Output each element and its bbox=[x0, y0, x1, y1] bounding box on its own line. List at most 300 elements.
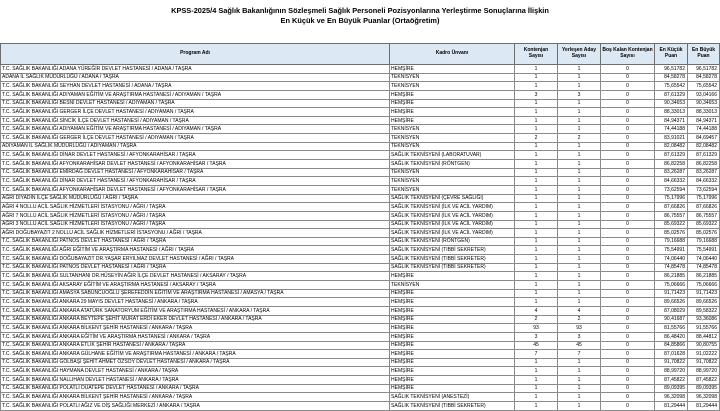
cell-en-kucuk: 90,41687 bbox=[655, 315, 688, 324]
table-row bbox=[1, 246, 720, 255]
cell-yerlesen: 1 bbox=[558, 384, 601, 393]
cell-en-buyuk: 81,29444 bbox=[688, 401, 720, 410]
table-row bbox=[1, 82, 720, 91]
cell-unvan: TEKNİSYEN bbox=[390, 134, 515, 143]
table-row bbox=[1, 332, 720, 341]
cell-yerlesen: 4 bbox=[558, 306, 601, 315]
cell-yerlesen: 3 bbox=[558, 332, 601, 341]
cell-bos: 0 bbox=[601, 401, 655, 410]
cell-program: T.C. SAĞLIK BAKANLIĞI SİNCİK İLÇE DEVLET HASTANESİ / ADIYAMAN / TAŞRA bbox=[1, 116, 390, 125]
table-row bbox=[1, 367, 720, 376]
cell-program: T.C. SAĞLIK BAKANLIĞI ANKARA EĞİTİM VE ARAŞTIRMA HASTANESİ / ANKARA / TAŞRA bbox=[1, 332, 390, 341]
cell-en-buyuk: 86,75557 bbox=[688, 211, 720, 220]
cell-yerlesen: 1 bbox=[558, 125, 601, 134]
cell-unvan: HEMŞİRE bbox=[390, 108, 515, 117]
cell-program: T.C. SAĞLIK BAKANLIĞI ADANA YÜREĞİR DEVLET HASTANESİ / ADANA / TAŞRA bbox=[1, 65, 390, 74]
cell-en-kucuk: 73,62594 bbox=[655, 185, 688, 194]
cell-en-kucuk: 75,65542 bbox=[655, 82, 688, 91]
cell-en-buyuk: 88,99720 bbox=[688, 367, 720, 376]
table-row bbox=[1, 108, 720, 117]
cell-program: T.C. SAĞLIK BAKANLIĞI POLATLI AĞIZ VE DİŞ SAĞLIĞI MERKEZİ / ANKARA / TAŞRA bbox=[1, 401, 390, 410]
cell-unvan: TEKNİSYEN bbox=[390, 125, 515, 134]
cell-unvan: HEMŞİRE bbox=[390, 324, 515, 333]
cell-program: T.C. SAĞLIK BAKANLIĞI ANKARA GÜLHANE EĞİTİM VE ARAŞTIRMA HASTANESİ / ANKARA / TAŞRA bbox=[1, 350, 390, 359]
cell-unvan: SAĞLIK TEKNİSYENİ (İLK VE ACİL YARDIM) bbox=[390, 229, 515, 238]
cell-en-buyuk: 84,94371 bbox=[688, 116, 720, 125]
cell-bos: 0 bbox=[601, 237, 655, 246]
cell-bos: 0 bbox=[601, 315, 655, 324]
cell-en-buyuk: 82,08482 bbox=[688, 142, 720, 151]
cell-en-buyuk: 88,44812 bbox=[688, 332, 720, 341]
cell-unvan: SAĞLIK TEKNİSYENİ (ÇEVRE SAĞLIĞI) bbox=[390, 194, 515, 203]
cell-kontenjan: 7 bbox=[515, 350, 558, 359]
cell-bos: 0 bbox=[601, 393, 655, 402]
cell-yerlesen: 1 bbox=[558, 203, 601, 212]
cell-unvan: HEMŞİRE bbox=[390, 272, 515, 281]
cell-en-kucuk: 81,55766 bbox=[655, 324, 688, 333]
cell-kontenjan: 93 bbox=[515, 324, 558, 333]
cell-kontenjan: 1 bbox=[515, 99, 558, 108]
cell-bos: 0 bbox=[601, 168, 655, 177]
cell-yerlesen: 1 bbox=[558, 99, 601, 108]
cell-kontenjan: 2 bbox=[515, 134, 558, 143]
cell-program: T.C. SAĞLIK BAKANLIĞI ANKARA ATATÜRK SANATORYUM EĞİTİM VE ARAŞTIRMA HASTANESİ / ANKARA / TAŞRA bbox=[1, 306, 390, 315]
cell-program: T.C. SAĞLIK BAKANLIĞI ANKARA BİLKENT ŞEHİR HASTANESİ / ANKARA / TAŞRA bbox=[1, 324, 390, 333]
cell-unvan: SAĞLIK TEKNİSYENİ (TIBBİ SEKRETER) bbox=[390, 255, 515, 264]
table-row bbox=[1, 315, 720, 324]
cell-unvan: HEMŞİRE bbox=[390, 367, 515, 376]
header-kontenjan: Kontenjan Sayısı bbox=[515, 44, 558, 65]
table-row bbox=[1, 350, 720, 359]
cell-kontenjan: 1 bbox=[515, 376, 558, 385]
cell-en-buyuk: 84,66332 bbox=[688, 177, 720, 186]
cell-en-kucuk: 84,66332 bbox=[655, 177, 688, 186]
cell-yerlesen: 1 bbox=[558, 298, 601, 307]
cell-en-kucuk: 75,54991 bbox=[655, 246, 688, 255]
cell-unvan: HEMŞİRE bbox=[390, 341, 515, 350]
table-row bbox=[1, 65, 720, 74]
cell-unvan: HEMŞİRE bbox=[390, 358, 515, 367]
table-row bbox=[1, 142, 720, 151]
cell-en-buyuk: 84,69457 bbox=[688, 134, 720, 143]
header-bos: Boş Kalan Kontenjan Sayısı bbox=[601, 44, 655, 65]
table-row bbox=[1, 341, 720, 350]
cell-bos: 0 bbox=[601, 160, 655, 169]
cell-en-kucuk: 86,82258 bbox=[655, 160, 688, 169]
header-unvan: Kadro Ünvanı bbox=[390, 44, 515, 65]
cell-bos: 0 bbox=[601, 203, 655, 212]
cell-en-kucuk: 87,61329 bbox=[655, 151, 688, 160]
table-row bbox=[1, 177, 720, 186]
cell-en-kucuk: 85,02576 bbox=[655, 229, 688, 238]
cell-bos: 0 bbox=[601, 376, 655, 385]
cell-en-kucuk: 86,75557 bbox=[655, 211, 688, 220]
cell-program: T.C. SAĞLIK BAKANLIĞI AFYONKARAHİSAR DEVLET HASTANESİ / AFYONKARAHİSAR / TAŞRA bbox=[1, 160, 390, 169]
cell-bos: 0 bbox=[601, 151, 655, 160]
cell-yerlesen: 1 bbox=[558, 108, 601, 117]
cell-program: T.C. SAĞLIK BAKANLIĞI POLATLI DUATEPE DEVLET HASTANESİ / ANKARA / TAŞRA bbox=[1, 384, 390, 393]
cell-yerlesen: 1 bbox=[558, 358, 601, 367]
cell-yerlesen: 1 bbox=[558, 65, 601, 74]
table-row bbox=[1, 90, 720, 99]
table-row bbox=[1, 73, 720, 82]
cell-yerlesen: 1 bbox=[558, 82, 601, 91]
table-row bbox=[1, 237, 720, 246]
cell-unvan: TEKNİSYEN bbox=[390, 185, 515, 194]
cell-en-kucuk: 83,26287 bbox=[655, 168, 688, 177]
cell-yerlesen: 1 bbox=[558, 272, 601, 281]
results-table bbox=[0, 43, 720, 411]
cell-unvan: HEMŞİRE bbox=[390, 384, 515, 393]
cell-bos: 0 bbox=[601, 177, 655, 186]
header-yerlesen: Yerleşen Aday Sayısı bbox=[558, 44, 601, 65]
cell-yerlesen: 1 bbox=[558, 194, 601, 203]
cell-en-buyuk: 87,66826 bbox=[688, 203, 720, 212]
cell-program: T.C. SAĞLIK BAKANLIĞI DİNAR DEVLET HASTANESİ / AFYONKARAHİSAR / TAŞRA bbox=[1, 177, 390, 186]
cell-program: T.C. SAĞLIK BAKANLIĞI ADIYAMAN EĞİTİM VE ARAŞTIRMA HASTANESİ / ADIYAMAN / TAŞRA bbox=[1, 90, 390, 99]
cell-en-buyuk: 75,17996 bbox=[688, 194, 720, 203]
cell-unvan: SAĞLIK TEKNİSYENİ (RÖNTGEN) bbox=[390, 160, 515, 169]
header-program: Program Adı bbox=[1, 44, 390, 65]
cell-en-buyuk: 93,04166 bbox=[688, 90, 720, 99]
cell-en-buyuk: 86,21885 bbox=[688, 272, 720, 281]
cell-en-buyuk: 85,02576 bbox=[688, 229, 720, 238]
cell-en-buyuk: 89,58322 bbox=[688, 306, 720, 315]
cell-unvan: HEMŞİRE bbox=[390, 65, 515, 74]
table-row bbox=[1, 151, 720, 160]
cell-kontenjan: 1 bbox=[515, 168, 558, 177]
cell-en-buyuk: 85,69322 bbox=[688, 220, 720, 229]
cell-unvan: HEMŞİRE bbox=[390, 99, 515, 108]
cell-bos: 0 bbox=[601, 246, 655, 255]
cell-unvan: SAĞLIK TEKNİSYENİ (İLK VE ACİL YARDIM) bbox=[390, 211, 515, 220]
cell-en-kucuk: 87,01628 bbox=[655, 350, 688, 359]
table-row bbox=[1, 401, 720, 410]
cell-yerlesen: 3 bbox=[558, 90, 601, 99]
cell-bos: 0 bbox=[601, 65, 655, 74]
cell-kontenjan: 2 bbox=[515, 315, 558, 324]
cell-yerlesen: 1 bbox=[558, 401, 601, 410]
cell-program: T.C. SAĞLIK BAKANLIĞI ANKARA ETLİK ŞEHİR HASTANESİ / ANKARA / TAŞRA bbox=[1, 341, 390, 350]
cell-en-kucuk: 79,16688 bbox=[655, 237, 688, 246]
title-line-1: KPSS-2025/4 Sağlık Bakanlığının Sözleşmeli Sağlık Personeli Pozisyonlarına Yerleştirme Sonuçlarına İlişkin bbox=[171, 6, 549, 15]
cell-en-kucuk: 86,21885 bbox=[655, 272, 688, 281]
cell-bos: 0 bbox=[601, 194, 655, 203]
cell-kontenjan: 1 bbox=[515, 246, 558, 255]
cell-program: T.C. SAĞLIK BAKANLIĞI AKSARAY EĞİTİM VE ARAŞTIRMA HASTANESİ / AKSARAY / TAŞRA bbox=[1, 281, 390, 290]
cell-kontenjan: 4 bbox=[515, 306, 558, 315]
cell-program: T.C. SAĞLIK BAKANLIĞI DİNAR DEVLET HASTANESİ / AFYONKARAHİSAR / TAŞRA bbox=[1, 151, 390, 160]
table-row bbox=[1, 99, 720, 108]
header-en-kucuk: En Küçük Puan bbox=[655, 44, 688, 65]
cell-program: ADIYAMAN İL SAĞLIK MÜDÜRLÜĞÜ / ADIYAMAN / TAŞRA bbox=[1, 142, 390, 151]
cell-en-kucuk: 96,32098 bbox=[655, 393, 688, 402]
cell-yerlesen: 7 bbox=[558, 350, 601, 359]
title-line-2: En Küçük ve En Büyük Puanlar (Ortaöğretim) bbox=[280, 15, 440, 25]
cell-program: T.C. SAĞLIK BAKANLIĞI DOĞUBAYAZIT DR.YAŞAR ERYILMAZ DEVLET HASTANESİ / AĞRI / TAŞRA bbox=[1, 255, 390, 264]
cell-en-kucuk: 96,51782 bbox=[655, 65, 688, 74]
cell-yerlesen: 1 bbox=[558, 393, 601, 402]
table-row bbox=[1, 211, 720, 220]
cell-en-buyuk: 91,02222 bbox=[688, 350, 720, 359]
cell-yerlesen: 1 bbox=[558, 142, 601, 151]
cell-program: T.C. SAĞLIK BAKANLIĞI NALLIHAN DEVLET HASTANESİ / ANKARA / TAŞRA bbox=[1, 376, 390, 385]
cell-program: T.C. SAĞLIK BAKANLIĞI ANKARA BEYTEPE ŞEHİT MURAT ERDİ EKER DEVLET HASTANESİ / ANKARA / TAŞRA bbox=[1, 315, 390, 324]
cell-unvan: HEMŞİRE bbox=[390, 289, 515, 298]
cell-program: T.C. SAĞLIK BAKANLIĞI ANKARA BİLKENT ŞEHİR HASTANESİ / ANKARA / TAŞRA bbox=[1, 393, 390, 402]
cell-unvan: HEMŞİRE bbox=[390, 306, 515, 315]
cell-yerlesen: 1 bbox=[558, 281, 601, 290]
cell-kontenjan: 1 bbox=[515, 116, 558, 125]
cell-program: T.C. SAĞLIK BAKANLIĞI ANKARA 29 MAYIS DEVLET HASTANESİ / ANKARA / TAŞRA bbox=[1, 298, 390, 307]
table-row bbox=[1, 185, 720, 194]
cell-yerlesen: 1 bbox=[558, 151, 601, 160]
cell-en-kucuk: 75,17996 bbox=[655, 194, 688, 203]
cell-en-kucuk: 86,48420 bbox=[655, 332, 688, 341]
table-row bbox=[1, 255, 720, 264]
cell-en-kucuk: 75,06666 bbox=[655, 281, 688, 290]
cell-en-kucuk: 89,09395 bbox=[655, 384, 688, 393]
table-body bbox=[1, 65, 720, 411]
cell-yerlesen: 1 bbox=[558, 367, 601, 376]
table-row bbox=[1, 263, 720, 272]
cell-en-kucuk: 87,45822 bbox=[655, 376, 688, 385]
cell-bos: 0 bbox=[601, 125, 655, 134]
cell-unvan: HEMŞİRE bbox=[390, 332, 515, 341]
cell-en-buyuk: 75,65542 bbox=[688, 82, 720, 91]
cell-kontenjan: 1 bbox=[515, 125, 558, 134]
cell-en-buyuk: 89,09395 bbox=[688, 384, 720, 393]
cell-yerlesen: 1 bbox=[558, 116, 601, 125]
cell-program: T.C. SAĞLIK BAKANLIĞI HAYMANA DEVLET HASTANESİ / ANKARA / TAŞRA bbox=[1, 367, 390, 376]
table-row bbox=[1, 203, 720, 212]
cell-en-buyuk: 73,62594 bbox=[688, 185, 720, 194]
table-row bbox=[1, 393, 720, 402]
table-row bbox=[1, 298, 720, 307]
cell-bos: 0 bbox=[601, 272, 655, 281]
cell-kontenjan: 1 bbox=[515, 263, 558, 272]
cell-en-buyuk: 84,58278 bbox=[688, 73, 720, 82]
cell-yerlesen: 1 bbox=[558, 220, 601, 229]
cell-unvan: SAĞLIK TEKNİSYENİ (RÖNTGEN) bbox=[390, 237, 515, 246]
cell-en-buyuk: 96,32098 bbox=[688, 393, 720, 402]
cell-bos: 0 bbox=[601, 298, 655, 307]
cell-bos: 0 bbox=[601, 185, 655, 194]
cell-en-kucuk: 84,58278 bbox=[655, 73, 688, 82]
cell-program: T.C. SAĞLIK BAKANLIĞI GERGER İLÇE DEVLET HASTANESİ / ADIYAMAN / TAŞRA bbox=[1, 108, 390, 117]
cell-yerlesen: 1 bbox=[558, 229, 601, 238]
cell-en-kucuk: 87,08029 bbox=[655, 306, 688, 315]
cell-en-buyuk: 91,55766 bbox=[688, 324, 720, 333]
cell-en-buyuk: 79,16688 bbox=[688, 237, 720, 246]
cell-en-kucuk: 74,44188 bbox=[655, 125, 688, 134]
cell-program: ADANA İL SAĞLIK MÜDÜRLÜĞÜ / ADANA / TAŞRA bbox=[1, 73, 390, 82]
cell-en-kucuk: 84,94371 bbox=[655, 116, 688, 125]
cell-en-kucuk: 91,70822 bbox=[655, 358, 688, 367]
cell-kontenjan: 1 bbox=[515, 73, 558, 82]
cell-kontenjan: 1 bbox=[515, 384, 558, 393]
table-row bbox=[1, 194, 720, 203]
cell-kontenjan: 1 bbox=[515, 108, 558, 117]
cell-en-kucuk: 88,99720 bbox=[655, 367, 688, 376]
table-row bbox=[1, 125, 720, 134]
cell-kontenjan: 3 bbox=[515, 332, 558, 341]
table-row bbox=[1, 358, 720, 367]
cell-kontenjan: 1 bbox=[515, 367, 558, 376]
cell-en-kucuk: 82,08482 bbox=[655, 142, 688, 151]
cell-en-kucuk: 74,06440 bbox=[655, 255, 688, 264]
cell-en-kucuk: 88,33013 bbox=[655, 108, 688, 117]
cell-en-kucuk: 91,71423 bbox=[655, 289, 688, 298]
cell-program: AĞRI DİYADİN İLÇE SAĞLIK MÜDÜRLÜĞÜ / AĞRI / TAŞRA bbox=[1, 194, 390, 203]
cell-yerlesen: 1 bbox=[558, 168, 601, 177]
cell-unvan: HEMŞİRE bbox=[390, 315, 515, 324]
cell-yerlesen: 1 bbox=[558, 237, 601, 246]
cell-en-kucuk: 87,61329 bbox=[655, 90, 688, 99]
cell-bos: 0 bbox=[601, 211, 655, 220]
cell-bos: 0 bbox=[601, 358, 655, 367]
cell-bos: 0 bbox=[601, 82, 655, 91]
table-row bbox=[1, 384, 720, 393]
table-row bbox=[1, 281, 720, 290]
cell-en-buyuk: 90,80755 bbox=[688, 341, 720, 350]
cell-en-buyuk: 87,61329 bbox=[688, 151, 720, 160]
cell-bos: 0 bbox=[601, 255, 655, 264]
cell-en-buyuk: 91,70822 bbox=[688, 358, 720, 367]
cell-en-buyuk: 96,51782 bbox=[688, 65, 720, 74]
cell-bos: 0 bbox=[601, 367, 655, 376]
cell-program: T.C. SAĞLIK BAKANLIĞI PATNOS DEVLET HASTANESİ / AĞRI / TAŞRA bbox=[1, 237, 390, 246]
cell-yerlesen: 1 bbox=[558, 185, 601, 194]
table-row bbox=[1, 168, 720, 177]
cell-en-buyuk: 90,34653 bbox=[688, 99, 720, 108]
cell-bos: 0 bbox=[601, 281, 655, 290]
cell-en-kucuk: 81,29444 bbox=[655, 401, 688, 410]
cell-kontenjan: 1 bbox=[515, 211, 558, 220]
cell-program: AĞRI DOĞUBAYAZIT 2 NOLLU ACİL SAĞLIK HİZMETLERİ İSTASYONU / AĞRI / TAŞRA bbox=[1, 229, 390, 238]
cell-yerlesen: 1 bbox=[558, 211, 601, 220]
cell-unvan: TEKNİSYEN bbox=[390, 142, 515, 151]
cell-en-buyuk: 83,26287 bbox=[688, 168, 720, 177]
table-header-row bbox=[1, 44, 720, 65]
cell-kontenjan: 1 bbox=[515, 142, 558, 151]
cell-unvan: TEKNİSYEN bbox=[390, 281, 515, 290]
cell-kontenjan: 1 bbox=[515, 82, 558, 91]
cell-unvan: HEMŞİRE bbox=[390, 376, 515, 385]
cell-yerlesen: 45 bbox=[558, 341, 601, 350]
cell-unvan: SAĞLIK TEKNİSYENİ (TIBBİ SEKRETER) bbox=[390, 246, 515, 255]
table-row bbox=[1, 289, 720, 298]
cell-kontenjan: 1 bbox=[515, 255, 558, 264]
cell-kontenjan: 1 bbox=[515, 358, 558, 367]
cell-unvan: HEMŞİRE bbox=[390, 90, 515, 99]
cell-unvan: HEMŞİRE bbox=[390, 298, 515, 307]
cell-kontenjan: 1 bbox=[515, 151, 558, 160]
cell-kontenjan: 1 bbox=[515, 220, 558, 229]
cell-bos: 0 bbox=[601, 229, 655, 238]
cell-en-buyuk: 89,66526 bbox=[688, 298, 720, 307]
cell-bos: 0 bbox=[601, 108, 655, 117]
cell-en-buyuk: 75,54991 bbox=[688, 246, 720, 255]
cell-bos: 0 bbox=[601, 341, 655, 350]
cell-yerlesen: 1 bbox=[558, 289, 601, 298]
cell-en-buyuk: 74,85478 bbox=[688, 263, 720, 272]
table-row bbox=[1, 160, 720, 169]
cell-yerlesen: 1 bbox=[558, 376, 601, 385]
table-row bbox=[1, 306, 720, 315]
cell-en-kucuk: 83,91021 bbox=[655, 134, 688, 143]
cell-kontenjan: 1 bbox=[515, 177, 558, 186]
cell-kontenjan: 1 bbox=[515, 203, 558, 212]
cell-bos: 0 bbox=[601, 220, 655, 229]
cell-kontenjan: 1 bbox=[515, 272, 558, 281]
cell-program: T.C. SAĞLIK BAKANLIĞI GÖLBAŞI ŞEHİT AHMET ÖZSOY DEVLET HASTANESİ / ANKARA / TAŞRA bbox=[1, 358, 390, 367]
cell-kontenjan: 1 bbox=[515, 185, 558, 194]
cell-en-kucuk: 74,85478 bbox=[655, 263, 688, 272]
cell-bos: 0 bbox=[601, 263, 655, 272]
cell-kontenjan: 1 bbox=[515, 65, 558, 74]
cell-program: T.C. SAĞLIK BAKANLIĞI PATNOS DEVLET HASTANESİ / AĞRI / TAŞRA bbox=[1, 263, 390, 272]
cell-program: T.C. SAĞLIK BAKANLIĞI EMİRDAĞ DEVLET HASTANESİ / AFYONKARAHİSAR / TAŞRA bbox=[1, 168, 390, 177]
cell-yerlesen: 1 bbox=[558, 255, 601, 264]
cell-program: AĞRI 4 NOLLU ACİL SAĞLIK HİZMETLERİ İSTASYONU / AĞRI / TAŞRA bbox=[1, 203, 390, 212]
cell-en-kucuk: 90,34653 bbox=[655, 99, 688, 108]
cell-unvan: TEKNİSYEN bbox=[390, 177, 515, 186]
cell-unvan: SAĞLIK TEKNİSYENİ (ANESTEZİ) bbox=[390, 393, 515, 402]
cell-en-buyuk: 93,36086 bbox=[688, 315, 720, 324]
cell-kontenjan: 1 bbox=[515, 281, 558, 290]
cell-en-buyuk: 74,06440 bbox=[688, 255, 720, 264]
table-row bbox=[1, 134, 720, 143]
cell-yerlesen: 1 bbox=[558, 263, 601, 272]
cell-kontenjan: 1 bbox=[515, 401, 558, 410]
table-row bbox=[1, 116, 720, 125]
table-row bbox=[1, 272, 720, 281]
cell-yerlesen: 93 bbox=[558, 324, 601, 333]
cell-bos: 0 bbox=[601, 73, 655, 82]
cell-unvan: SAĞLIK TEKNİSYENİ (TIBBİ SEKRETER) bbox=[390, 401, 515, 410]
cell-yerlesen: 2 bbox=[558, 315, 601, 324]
cell-bos: 0 bbox=[601, 142, 655, 151]
cell-en-buyuk: 86,82258 bbox=[688, 160, 720, 169]
cell-en-kucuk: 85,69322 bbox=[655, 220, 688, 229]
cell-unvan: SAĞLIK TEKNİSYENİ (LABORATUVAR) bbox=[390, 151, 515, 160]
document-title bbox=[0, 0, 720, 25]
cell-unvan: HEMŞİRE bbox=[390, 116, 515, 125]
cell-kontenjan: 1 bbox=[515, 160, 558, 169]
cell-en-buyuk: 75,06666 bbox=[688, 281, 720, 290]
cell-kontenjan: 1 bbox=[515, 237, 558, 246]
cell-bos: 0 bbox=[601, 324, 655, 333]
cell-en-kucuk: 89,66526 bbox=[655, 298, 688, 307]
cell-bos: 0 bbox=[601, 90, 655, 99]
cell-program: AĞRI 7 NOLLU ACİL SAĞLIK HİZMETLERİ İSTASYONU / AĞRI / TAŞRA bbox=[1, 211, 390, 220]
cell-unvan: HEMŞİRE bbox=[390, 350, 515, 359]
cell-en-buyuk: 88,33013 bbox=[688, 108, 720, 117]
cell-bos: 0 bbox=[601, 332, 655, 341]
cell-unvan: SAĞLIK TEKNİSYENİ (İLK VE ACİL YARDIM) bbox=[390, 203, 515, 212]
table-row bbox=[1, 376, 720, 385]
cell-kontenjan: 1 bbox=[515, 393, 558, 402]
cell-en-buyuk: 87,45822 bbox=[688, 376, 720, 385]
table-row bbox=[1, 220, 720, 229]
cell-program: T.C. SAĞLIK BAKANLIĞI GERGER İLÇE DEVLET HASTANESİ / ADIYAMAN / TAŞRA bbox=[1, 134, 390, 143]
cell-unvan: SAĞLIK TEKNİSYENİ (İLK VE ACİL YARDIM) bbox=[390, 220, 515, 229]
table-row bbox=[1, 229, 720, 238]
cell-unvan: SAĞLIK TEKNİSYENİ (TIBBİ SEKRETER) bbox=[390, 263, 515, 272]
cell-bos: 0 bbox=[601, 350, 655, 359]
cell-kontenjan: 3 bbox=[515, 90, 558, 99]
